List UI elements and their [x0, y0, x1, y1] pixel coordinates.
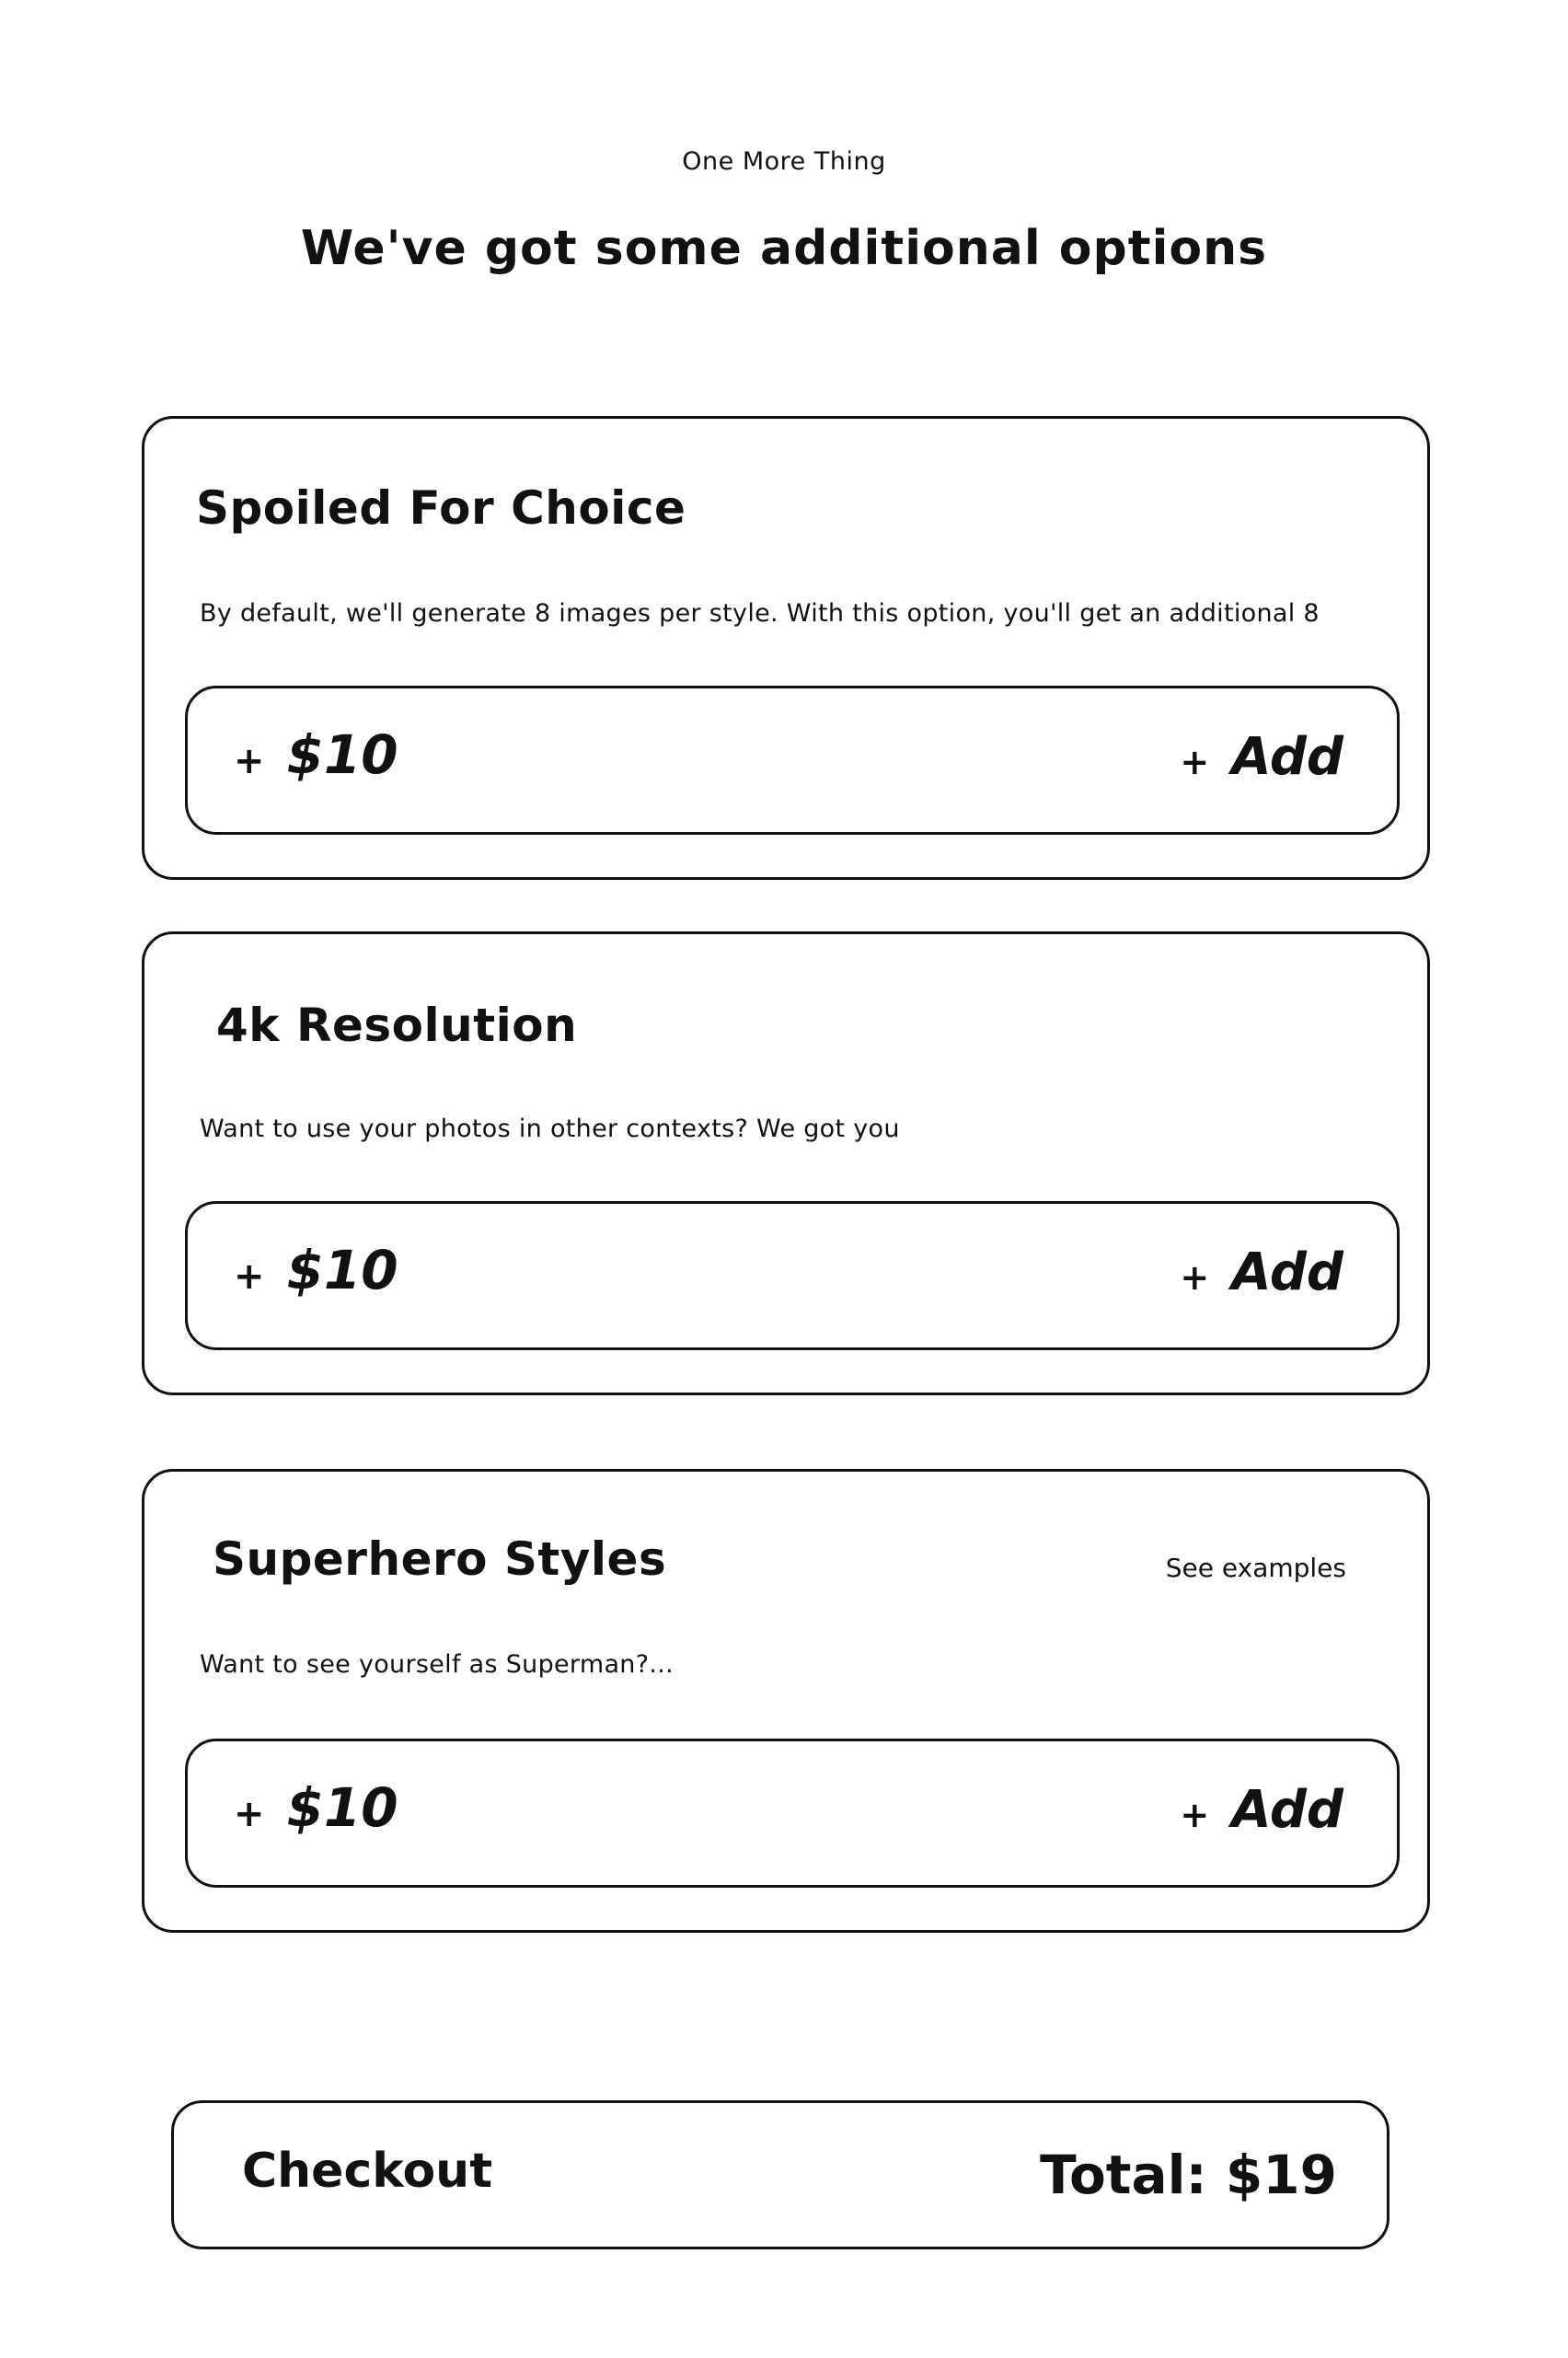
add-label: Add: [1231, 1780, 1343, 1840]
plus-icon: +: [234, 1793, 265, 1835]
plus-icon: +: [1180, 742, 1210, 782]
plus-icon: +: [234, 1255, 265, 1298]
price-value: $10: [286, 723, 398, 786]
add-spoiled-for-choice-button[interactable]: [1180, 727, 1343, 787]
option-title: Superhero Styles: [213, 1532, 667, 1586]
option-price-row: [185, 1201, 1400, 1350]
option-description: Want to see yourself as Superman?...: [200, 1650, 674, 1679]
plus-icon: +: [1180, 1795, 1210, 1835]
option-description: By default, we'll generate 8 images per style. With this option, you'll get an additional 8: [200, 599, 1320, 628]
page-title: We've got some additional options: [300, 221, 1268, 276]
checkout-label: Checkout: [242, 2144, 493, 2199]
add-superhero-styles-button[interactable]: [1180, 1780, 1343, 1840]
price-value: $10: [286, 1239, 398, 1301]
plus-icon: +: [1180, 1257, 1210, 1298]
plus-icon: +: [234, 740, 265, 782]
price-value: $10: [286, 1776, 398, 1839]
add-label: Add: [1231, 727, 1343, 787]
eyebrow-label: One More Thing: [682, 147, 886, 176]
option-description: Want to use your photos in other contexts? We got you: [200, 1115, 900, 1143]
option-price-row: [185, 1739, 1400, 1888]
option-card-4k-resolution: [142, 931, 1430, 1395]
checkout-total: Total: $19: [1040, 2144, 1337, 2206]
see-examples-link[interactable]: See examples: [1165, 1553, 1346, 1583]
checkout-button[interactable]: [171, 2100, 1389, 2249]
option-card-superhero-styles: [142, 1469, 1430, 1933]
add-4k-resolution-button[interactable]: [1180, 1243, 1343, 1302]
option-title: Spoiled For Choice: [196, 481, 686, 535]
option-price-row: [185, 686, 1400, 835]
add-label: Add: [1231, 1243, 1343, 1302]
option-title: 4k Resolution: [216, 999, 578, 1052]
option-price: [234, 723, 398, 786]
option-card-spoiled-for-choice: [142, 416, 1430, 880]
option-price: [234, 1239, 398, 1301]
option-price: [234, 1776, 398, 1839]
